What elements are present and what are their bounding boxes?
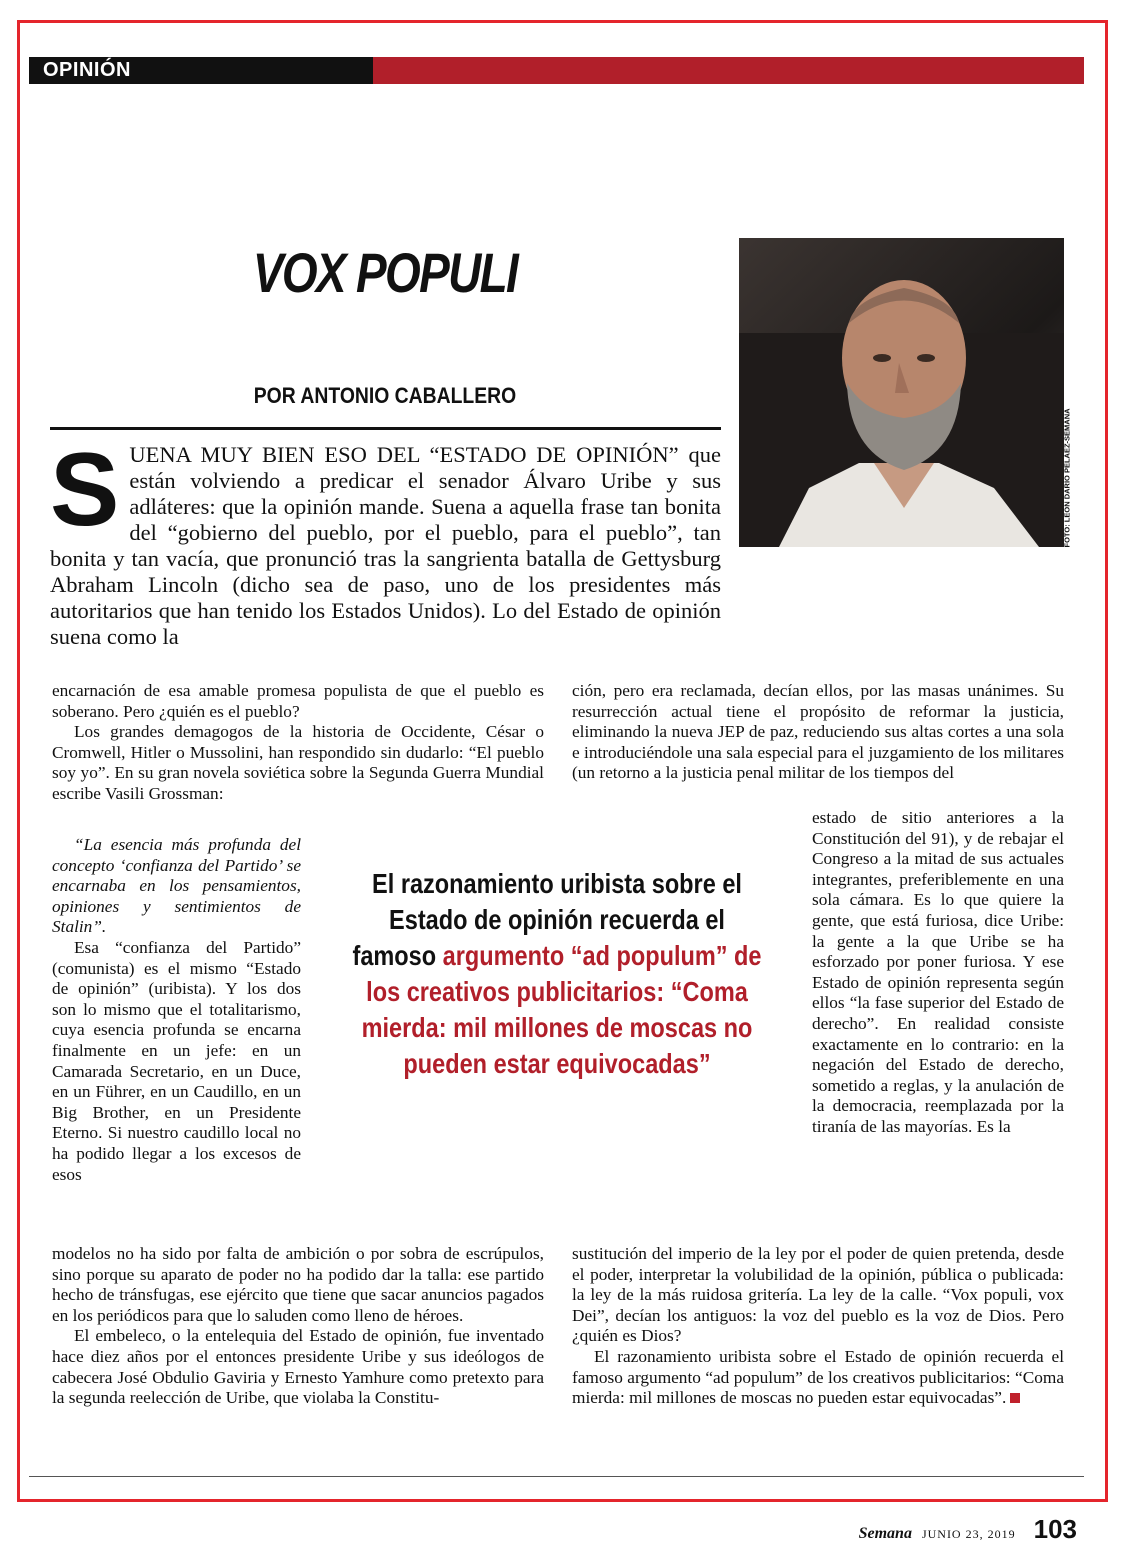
photo-credit-text: FOTO: LEÓN DARÍO PELÁEZ-SEMANA <box>1062 408 1072 548</box>
closing-text: El razonamiento uribista sobre el Estado de opinión recuerda el famoso argumento “ad populum” de los creativos publicitarios: “Coma mierda: mil millones de moscas no pueden estar equivocadas”. <box>572 1346 1064 1408</box>
closing-paragraph <box>572 1347 1064 1409</box>
paragraph: El embeleco, o la entelequia del Estado de opinión, fue inventado hace diez años por el entonces presidente Uribe y sus ideólogos de cabecera José Obdulio Gaviria y Ernesto Yamhure como pretexto para la segunda reelección de Uribe, que violaba la Constitu- <box>52 1326 544 1408</box>
paragraph: modelos no ha sido por falta de ambición o por sobra de escrúpulos, sino porque su aparato de poder no ha podido dar la talla: ese partido hecho de tránsfugas, ese ejército que tiene que sacar anuncios pagados en los periódicos para que lo saluden como lleno de héroes. <box>52 1244 544 1325</box>
paragraph: ción, pero era reclamada, decían ellos, por las masas unánimes. Su resurrección actual tiene el propósito de reformar la justicia, eliminando la nueva JEP de paz, reduciendo sus altas cortes a una sola e introduciéndole una sala especial para el juzgamiento de los militares (un retorno a la justicia penal militar de los tiempos del <box>572 681 1064 783</box>
paragraph: encarnación de esa amable promesa populista de que el pueblo es soberano. Pero ¿quién es el pueblo? <box>52 681 544 721</box>
column-right-narrow <box>812 808 1064 1138</box>
paragraph: estado de sitio anteriores a la Constitución del 91), y de rebajar el Congreso a la mitad de sus actuales integrantes, preferiblemente en una sola cámara. Es lo que quiere la gente, que está furiosa, dice Uribe: la gente a la que Uribe se ha esforzado por poner furiosa. Y ese Estado de opinión representa según ellos “la fase superior del Estado de derecho”. En realidad consiste exactamente en lo contrario: en la negación del Estado de derecho, sometido a reglas, y la anulación de la democracia, reemplazada por la tiranía de las mayorías. Es la <box>812 808 1064 1136</box>
block-quote: “La esencia más profunda del concepto ‘confianza del Partido’ se encarnaba en los pensamientos, opiniones y sentimientos de Stalin”. <box>52 835 301 937</box>
column-left-top <box>52 681 544 805</box>
section-bar-red <box>373 57 1084 84</box>
section-label: OPINIÓN <box>43 59 131 81</box>
lead-text: UENA MUY BIEN ESO DEL “ESTADO DE OPINIÓN” que están volviendo a predicar el senador Álvaro Uribe y sus adláteres: que la opinión mande. Suena a aquella frase tan bonita del “gobierno del pueblo, por el pueblo, para el pueblo”, tan bonita y tan vacía, que pronunció tras la sangrienta batalla de Gettysburg Abraham Lincoln (dicho sea de paso, uno de los presidentes más autoritarios que han tenido los Estados Unidos). Lo del Estado de opinión suena como la <box>50 442 721 649</box>
headline: VOX POPULI <box>252 241 518 304</box>
drop-cap: S <box>50 432 120 548</box>
column-left-bottom <box>52 1244 544 1409</box>
bottom-rule <box>29 1476 1084 1477</box>
end-mark-icon <box>1010 1393 1020 1403</box>
pull-quote-red: argumento “ad populum” de los creativos publicitarios: “Coma mierda: mil millones de moscas no pueden estar equivocadas” <box>361 940 762 1079</box>
paragraph: Esa “confianza del Partido” (comunista) es el mismo “Estado de opinión” (uribista). Y los dos son lo mismo que el totalitarismo, cuya esencia profunda se encarna finalmente en un jefe: en un Camarada Secretario, en un Duce, en un Führer, en un Caudillo, en un Big Brother, en un Presidente Eterno. Si nuestro caudillo local no ha podido llegar a los excesos de esos <box>52 937 301 1184</box>
pull-quote-black: El razonamiento uribista sobre el Estado de opinión recuerda el famoso <box>352 868 742 971</box>
byline: POR ANTONIO CABALLERO <box>253 383 517 408</box>
lead-paragraph <box>50 432 721 650</box>
author-photo <box>739 238 1064 547</box>
page-number: 103 <box>1033 1514 1077 1544</box>
magazine-name: Semana <box>858 1525 912 1542</box>
headline-rule <box>50 427 721 430</box>
paragraph: Los grandes demagogos de la historia de Occidente, César o Cromwell, Hitler o Mussolini, han respondido sin dudarlo: “El pueblo soy yo”. En su gran novela soviética sobre la Segunda Guerra Mundial escribe Vasili Grossman: <box>52 722 544 803</box>
paragraph: sustitución del imperio de la ley por el poder de quien pretenda, desde el poder, interpretar la volubilidad de la opinión, pública o publicada: la ley de la más ruidosa gritería. La ley de la calle. “Vox populi, vox Dei”, decían los antiguos: la voz del pueblo es la voz de Dios. Pero ¿quién es Dios? <box>572 1244 1064 1346</box>
column-left-narrow <box>52 835 301 1185</box>
column-right-top <box>572 681 1064 784</box>
column-right-bottom <box>572 1244 1064 1409</box>
section-bar <box>29 57 1084 84</box>
issue-date: JUNIO 23, 2019 <box>921 1527 1016 1541</box>
photo-credit <box>1058 400 1072 550</box>
page-footer <box>859 1514 1077 1545</box>
pull-quote <box>312 866 802 1082</box>
